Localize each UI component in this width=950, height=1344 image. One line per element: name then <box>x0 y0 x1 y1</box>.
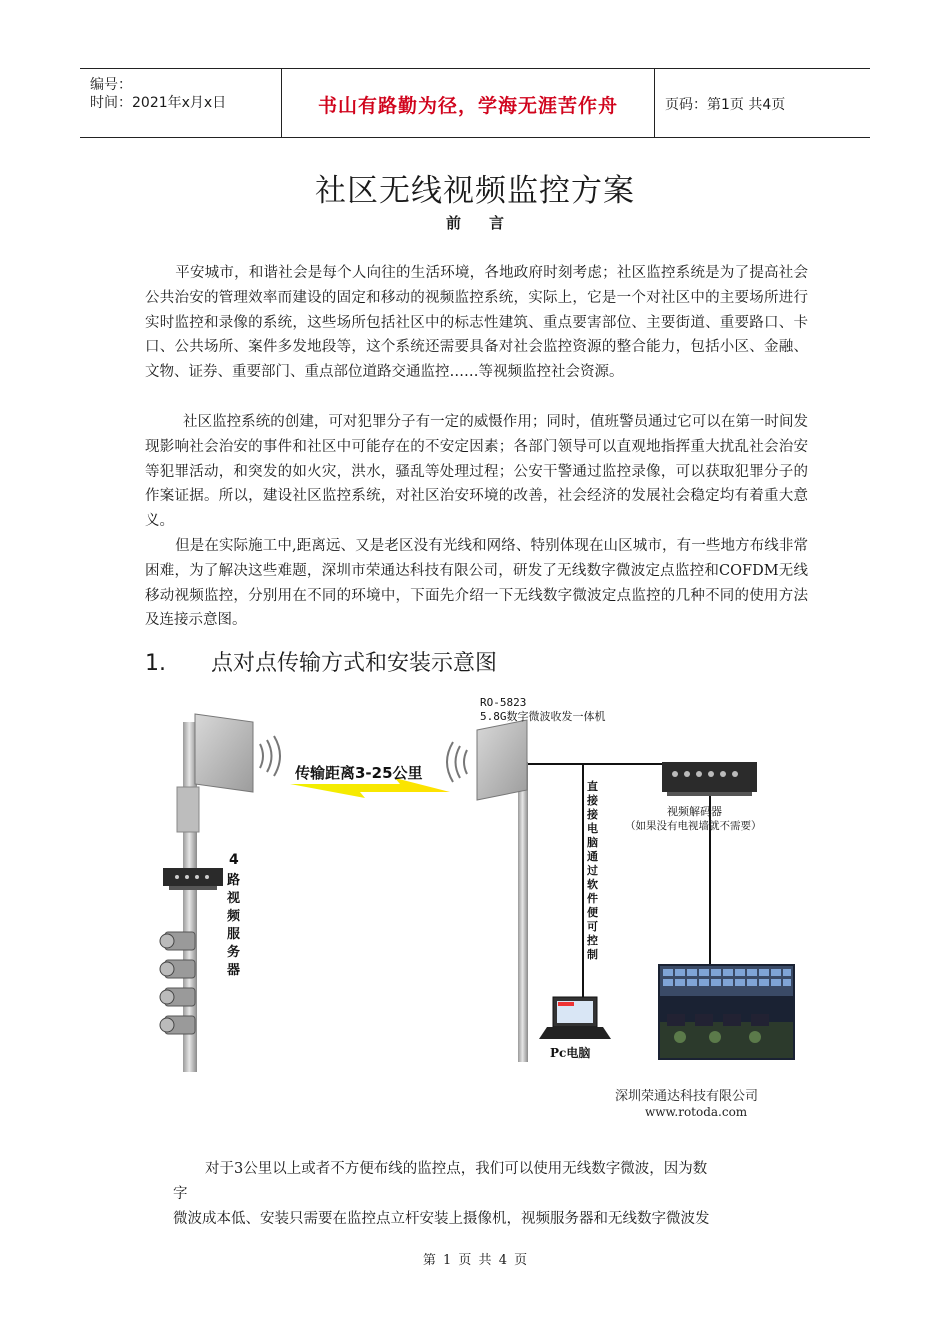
svg-text:器: 器 <box>227 963 241 978</box>
direct-control-label <box>586 779 599 961</box>
page-footer: 第 1 页 共 4 页 <box>422 1253 528 1268</box>
svg-text:直: 直 <box>587 780 598 793</box>
signal-wave-left-icon <box>260 736 280 776</box>
svg-text:服: 服 <box>227 927 241 942</box>
header-motto-cell <box>282 69 655 137</box>
connection-diagram <box>155 692 805 1132</box>
document-number-label: 编号： <box>90 77 132 93</box>
svg-text:便: 便 <box>587 906 598 919</box>
monitoring-center-image <box>658 964 795 1060</box>
svg-text:控: 控 <box>587 934 598 947</box>
svg-text:频: 频 <box>227 909 241 924</box>
document-subtitle: 前言 <box>445 214 532 232</box>
document-header <box>80 68 870 138</box>
section-number: 1. <box>145 651 166 676</box>
section-title: 点对点传输方式和安装示意图 <box>211 651 498 676</box>
device-model-label: RO-5823 <box>480 696 527 709</box>
paragraph-tail-line-2: 字 <box>173 1186 188 1202</box>
svg-text:视: 视 <box>227 891 241 906</box>
svg-text:软: 软 <box>587 878 598 891</box>
svg-text:接: 接 <box>587 808 598 821</box>
paragraph-significance: 社区监控系统的创建，可对犯罪分子有一定的威慑作用；同时，值班警员通过它可以在第一时间发现影响社会治安的事件和社区中可能存在的不安定因素；各部门领导可以直观地指挥重大扰乱社会治安等犯罪活动，和突发的如火灾，洪水，骚乱等处理过程；公安干警通过监控录像，可以获取犯罪分子的作案证据。所以，建设社区监控系统，对社区治安环境的改善，社会经济的发展社会稳定均有着重大意义。 <box>145 414 808 530</box>
svg-text:务: 务 <box>227 945 241 960</box>
signal-wave-right-icon <box>447 742 467 782</box>
company-name: 深圳荣通达科技有限公司 <box>615 1089 759 1104</box>
device-desc-label: 5.8G数字微波收发一体机 <box>480 710 606 723</box>
video-decoder-icon <box>662 762 757 796</box>
server-label: 4 <box>229 852 239 868</box>
decoder-note: （如果没有电视墙就不需要） <box>625 820 762 832</box>
paragraph-tail-line-1: 对于3公里以上或者不方便布线的监控点，我们可以使用无线数字微波，因为数 <box>205 1161 708 1177</box>
header-page-cell <box>655 69 870 137</box>
paragraph-tail-line-3: 微波成本低、安装只需要在监控点立杆安装上摄像机，视频服务器和无线数字微波发 <box>173 1211 710 1227</box>
svg-text:制: 制 <box>587 948 598 961</box>
document-time-label: 时间：2021年x月x日 <box>90 95 227 111</box>
svg-text:电: 电 <box>587 822 598 835</box>
svg-text:可: 可 <box>587 920 598 933</box>
distance-label: 传输距离3-25公里 <box>295 764 423 782</box>
svg-text:脑: 脑 <box>587 836 598 849</box>
header-meta-cell <box>80 69 282 137</box>
laptop-icon <box>539 997 611 1039</box>
header-motto: 书山有路勤为径，学海无涯苦作舟 <box>317 95 618 117</box>
pc-label: Pc电脑 <box>550 1046 591 1060</box>
svg-text:过: 过 <box>587 864 598 877</box>
svg-text:接: 接 <box>587 794 598 807</box>
paragraph-solution: 但是在实际施工中,距离远、又是老区没有光线和网络、特别体现在山区城市，有一些地方布线非常困难，为了解决这些难题，深圳市荣通达科技有限公司，研发了无线数字微波定点监控和COFDM无线移动视频监控，分别用在不同的环境中，下面先介绍一下无线数字微波定点监控的几种不同的使用方法及连接示意图。 <box>145 538 808 629</box>
right-antenna-icon <box>477 720 527 800</box>
decoder-label: 视频解码器 <box>667 805 722 818</box>
svg-text:路: 路 <box>227 873 241 888</box>
header-page-number: 页码：第1页 共4页 <box>665 97 786 113</box>
svg-text:件: 件 <box>587 892 598 905</box>
connection-diagram-svg <box>155 692 805 1132</box>
document-title: 社区无线视频监控方案 <box>315 173 635 209</box>
company-website: www.rotoda.com <box>645 1105 748 1119</box>
right-pole <box>518 762 528 1062</box>
video-server-icon <box>163 868 223 890</box>
paragraph-intro: 平安城市，和谐社会是每个人向往的生活环境，各地政府时刻考虑；社区监控系统是为了提高社会公共治安的管理效率而建设的固定和移动的视频监控系统，实际上，它是一个对社区中的主要场所进行实时监控和录像的系统，这些场所包括社区中的标志性建筑、重点要害部位、主要街道、重要路口、卡口、公共场所、案件多发地段等，这个系统还需要具备对社会监控资源的整合能力，包括小区、金融、文物、证券、重要部门、重点部位道路交通监控……等视频监控社会资源。 <box>145 265 808 381</box>
svg-text:通: 通 <box>587 850 598 863</box>
server-label-vertical <box>226 872 241 978</box>
section-heading <box>145 646 497 677</box>
